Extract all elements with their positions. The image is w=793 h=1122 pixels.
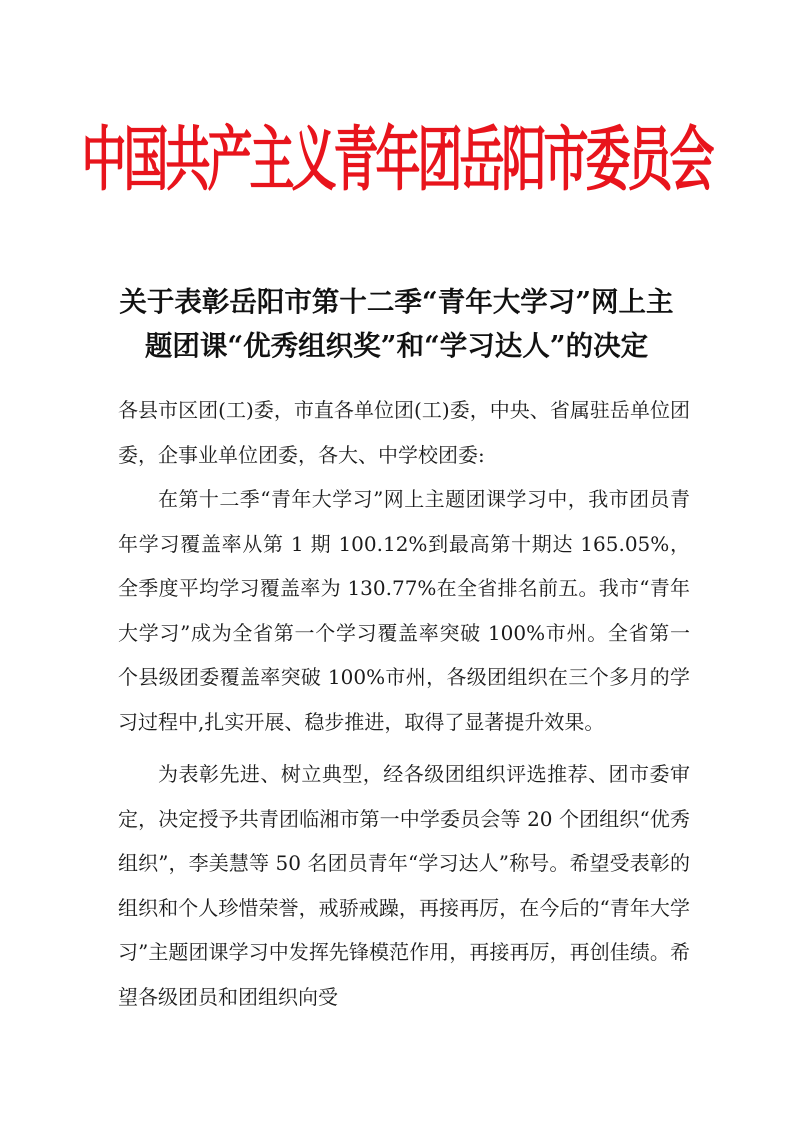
document-body bbox=[118, 388, 690, 1019]
document-title-line-2: 题团课“优秀组织奖”和“学习达人”的决定 bbox=[144, 330, 649, 362]
paragraph-achievements: 在第十二季“青年大学习”网上主题团课学习中，我市团员青年学习覆盖率从第 1 期 100.12%到最高第十期达 165.05%，全季度平均学习覆盖率为 130.77%在全省排名前五。我市“青年大学习”成为全省第一个学习覆盖率突破 100%市州。全省第一个县级团委覆盖率突破 100%市州，各级团组织在三个多月的学习过程中,扎实开展、稳步推进，取得了显著提升效果。 bbox=[118, 487, 690, 734]
document-title-line-1: 关于表彰岳阳市第十二季“青年大学习”网上主 bbox=[119, 286, 674, 318]
document-title bbox=[95, 280, 698, 368]
salutation: 各县市区团(工)委，市直各单位团(工)委，中央、省属驻岳单位团委，企事业单位团委，各大、中学校团委: bbox=[118, 398, 690, 467]
paragraph-commendation: 为表彰先进、树立典型，经各级团组织评选推荐、团市委审定，决定授予共青团临湘市第一中学委员会等 20 个团组织“优秀组织”，李美慧等 50 名团员青年“学习达人”称号。希望受表彰的组织和个人珍惜荣誉，戒骄戒躁，再接再厉，在今后的“青年大学习”主题团课学习中发挥先锋模范作用，再接再厉，再创佳绩。希望各级团员和团组织向受 bbox=[118, 762, 690, 1009]
organization-masthead: 中国共产主义青年团岳阳市委员会 bbox=[81, 118, 712, 201]
